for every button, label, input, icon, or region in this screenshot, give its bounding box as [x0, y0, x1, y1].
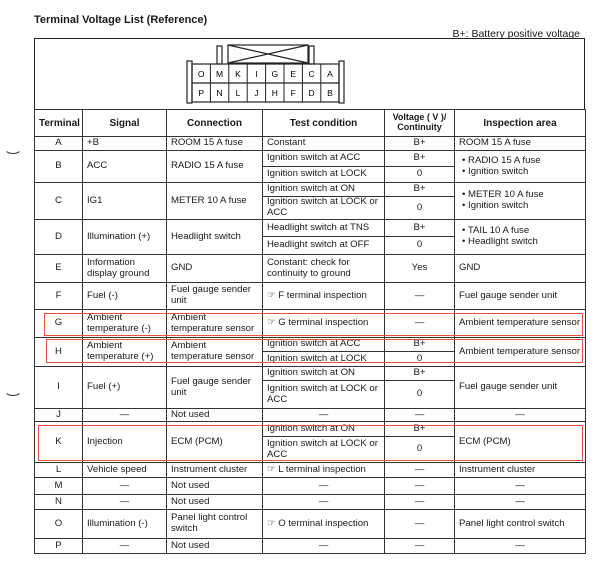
- voltage-cell: —: [385, 478, 455, 495]
- inspection-line: Instrument cluster: [459, 463, 536, 475]
- table-row: [35, 255, 586, 283]
- signal-cell: ACC: [83, 151, 167, 183]
- inspection-line: Ambient temperature sensor: [459, 345, 581, 357]
- inspection-line: —: [515, 495, 525, 507]
- terminal-cell: P: [35, 539, 83, 554]
- connector-pin-G: G: [271, 69, 279, 79]
- inspection-line: ROOM 15 A fuse: [459, 137, 531, 149]
- column-header: Voltage ( V )/ Continuity: [385, 110, 455, 137]
- column-header: Signal: [83, 110, 167, 137]
- connector-pin-C: C: [308, 69, 315, 79]
- inspection-cell: [455, 338, 586, 367]
- terminal-voltage-table: [34, 109, 586, 554]
- terminal-cell: D: [35, 220, 83, 255]
- signal-cell: Fuel (-): [83, 283, 167, 310]
- inspection-cell: [455, 255, 586, 283]
- connector-pin-N: N: [216, 88, 223, 98]
- legend-note: B+: Battery positive voltage: [452, 28, 580, 40]
- test-condition-cell: Ignition switch at LOCK or ACC: [263, 437, 385, 463]
- voltage-cell: B+: [385, 422, 455, 437]
- connector-pin-I: I: [255, 69, 258, 79]
- test-condition-cell: Ignition switch at LOCK: [263, 167, 385, 183]
- inspection-line: —: [515, 539, 525, 551]
- signal-cell: Information display ground: [83, 255, 167, 283]
- connection-cell: Headlight switch: [167, 220, 263, 255]
- inspection-cell: [455, 539, 586, 554]
- table-row: [35, 495, 586, 510]
- terminal-cell: O: [35, 510, 83, 539]
- table-row: [35, 478, 586, 495]
- inspection-cell: [455, 283, 586, 310]
- test-condition-cell: Headlight switch at TNS: [263, 220, 385, 237]
- connection-cell: Not used: [167, 495, 263, 510]
- signal-cell: —: [83, 539, 167, 554]
- voltage-cell: —: [385, 283, 455, 310]
- table-row: [35, 539, 586, 554]
- table-row: [35, 310, 586, 338]
- inspection-cell: [455, 183, 586, 220]
- inspection-line: • METER 10 A fuse: [462, 189, 544, 201]
- connector-pin-J: J: [254, 88, 259, 98]
- scan-mark: [4, 142, 22, 154]
- connection-cell: RADIO 15 A fuse: [167, 151, 263, 183]
- connector-pin-L: L: [235, 88, 241, 98]
- inspection-line: • Ignition switch: [462, 200, 529, 211]
- test-condition-cell: Ignition switch at LOCK or ACC: [263, 197, 385, 220]
- signal-cell: Fuel (+): [83, 367, 167, 409]
- connection-cell: ECM (PCM): [167, 422, 263, 463]
- terminal-cell: G: [35, 310, 83, 338]
- terminal-cell: A: [35, 137, 83, 151]
- test-condition-cell: Ignition switch at LOCK: [263, 352, 385, 367]
- test-condition-cell: —: [263, 478, 385, 495]
- inspection-cell: [455, 495, 586, 510]
- scan-mark: [4, 384, 22, 396]
- terminal-cell: N: [35, 495, 83, 510]
- inspection-cell: [455, 409, 586, 422]
- table-row: [35, 409, 586, 422]
- voltage-cell: —: [385, 310, 455, 338]
- table-row: [35, 183, 586, 197]
- connector-pin-P: P: [198, 88, 205, 98]
- test-condition-cell: Ignition switch at ACC: [263, 151, 385, 167]
- connection-cell: GND: [167, 255, 263, 283]
- table-row: [35, 463, 586, 478]
- signal-cell: Ambient temperature (+): [83, 338, 167, 367]
- connector-pin-D: D: [308, 88, 315, 98]
- inspection-line: ECM (PCM): [459, 435, 511, 447]
- column-header: Connection: [167, 110, 263, 137]
- connection-cell: ROOM 15 A fuse: [167, 137, 263, 151]
- voltage-cell: 0: [385, 352, 455, 367]
- signal-cell: +B: [83, 137, 167, 151]
- voltage-cell: 0: [385, 437, 455, 463]
- table-row: [35, 338, 586, 352]
- connection-cell: Panel light control switch: [167, 510, 263, 539]
- test-condition-cell: ☞ F terminal inspection: [263, 283, 385, 310]
- inspection-line: GND: [459, 262, 481, 274]
- page-title: Terminal Voltage List (Reference): [34, 14, 208, 26]
- signal-cell: Vehicle speed: [83, 463, 167, 478]
- terminal-cell: K: [35, 422, 83, 463]
- signal-cell: —: [83, 409, 167, 422]
- terminal-cell: F: [35, 283, 83, 310]
- inspection-cell: [455, 310, 586, 338]
- signal-cell: —: [83, 495, 167, 510]
- signal-cell: Illumination (-): [83, 510, 167, 539]
- connection-cell: Ambient temperature sensor: [167, 310, 263, 338]
- voltage-cell: Yes: [385, 255, 455, 283]
- connection-cell: Not used: [167, 539, 263, 554]
- connector-pin-E: E: [290, 69, 297, 79]
- inspection-line: • Ignition switch: [462, 165, 529, 177]
- terminal-cell: B: [35, 151, 83, 183]
- voltage-cell: B+: [385, 137, 455, 151]
- inspection-line: —: [515, 408, 525, 420]
- test-condition-cell: —: [263, 409, 385, 422]
- connection-cell: Fuel gauge sender unit: [167, 283, 263, 310]
- inspection-cell: [455, 463, 586, 478]
- signal-cell: Illumination (+): [83, 220, 167, 255]
- voltage-cell: B+: [385, 338, 455, 352]
- connector-pin-M: M: [216, 69, 224, 79]
- connection-cell: Not used: [167, 478, 263, 495]
- inspection-cell: [455, 422, 586, 463]
- table-row: [35, 283, 586, 310]
- inspection-line: • TAIL 10 A fuse: [462, 225, 530, 237]
- column-header: Terminal: [35, 110, 83, 137]
- terminal-cell: H: [35, 338, 83, 367]
- inspection-line: • Headlight switch: [462, 236, 538, 247]
- inspection-line: Panel light control switch: [459, 517, 565, 529]
- signal-cell: Ambient temperature (-): [83, 310, 167, 338]
- connection-cell: Ambient temperature sensor: [167, 338, 263, 367]
- voltage-cell: B+: [385, 151, 455, 167]
- inspection-cell: [455, 151, 586, 183]
- inspection-cell: [455, 510, 586, 539]
- signal-cell: —: [83, 478, 167, 495]
- terminal-cell: I: [35, 367, 83, 409]
- inspection-line: —: [515, 479, 525, 491]
- voltage-cell: B+: [385, 367, 455, 381]
- voltage-cell: 0: [385, 197, 455, 220]
- test-condition-cell: —: [263, 495, 385, 510]
- inspection-line: Fuel gauge sender unit: [459, 381, 558, 393]
- connector-pin-H: H: [271, 88, 278, 98]
- inspection-line: • RADIO 15 A fuse: [462, 154, 541, 166]
- test-condition-cell: Ignition switch at ON: [263, 183, 385, 197]
- connector-pin-A: A: [327, 69, 333, 79]
- voltage-cell: —: [385, 539, 455, 554]
- test-condition-cell: Constant: [263, 137, 385, 151]
- voltage-cell: —: [385, 510, 455, 539]
- column-header: Inspection area: [455, 110, 586, 137]
- inspection-cell: [455, 367, 586, 409]
- terminal-cell: J: [35, 409, 83, 422]
- connection-cell: Fuel gauge sender unit: [167, 367, 263, 409]
- inspection-cell: [455, 220, 586, 255]
- voltage-cell: —: [385, 495, 455, 510]
- voltage-cell: 0: [385, 381, 455, 409]
- test-condition-cell: Ignition switch at LOCK or ACC: [263, 381, 385, 409]
- test-condition-cell: —: [263, 539, 385, 554]
- voltage-cell: 0: [385, 167, 455, 183]
- signal-cell: Injection: [83, 422, 167, 463]
- connector-pin-O: O: [197, 69, 205, 79]
- table-row: [35, 137, 586, 151]
- inspection-cell: [455, 478, 586, 495]
- column-header: Test condition: [263, 110, 385, 137]
- connector-pin-K: K: [235, 69, 241, 79]
- test-condition-cell: ☞ L terminal inspection: [263, 463, 385, 478]
- inspection-line: Ambient temperature sensor: [459, 317, 581, 329]
- connector-pin-F: F: [290, 88, 296, 98]
- voltage-cell: B+: [385, 220, 455, 237]
- inspection-line: Fuel gauge sender unit: [459, 289, 558, 301]
- table-row: [35, 220, 586, 237]
- voltage-cell: —: [385, 409, 455, 422]
- voltage-cell: —: [385, 463, 455, 478]
- terminal-cell: M: [35, 478, 83, 495]
- test-condition-cell: ☞ G terminal inspection: [263, 310, 385, 338]
- test-condition-cell: ☞ O terminal inspection: [263, 510, 385, 539]
- voltage-cell: B+: [385, 183, 455, 197]
- test-condition-cell: Ignition switch at ON: [263, 367, 385, 381]
- signal-cell: IG1: [83, 183, 167, 220]
- connector-pin-B: B: [327, 88, 333, 98]
- voltage-cell: 0: [385, 237, 455, 255]
- test-condition-cell: Headlight switch at OFF: [263, 237, 385, 255]
- connector-diagram: [0, 0, 604, 110]
- terminal-cell: L: [35, 463, 83, 478]
- table-row: [35, 367, 586, 381]
- test-condition-cell: Ignition switch at ON: [263, 422, 385, 437]
- terminal-cell: C: [35, 183, 83, 220]
- connection-cell: Instrument cluster: [167, 463, 263, 478]
- test-condition-cell: Ignition switch at ACC: [263, 338, 385, 352]
- inspection-cell: [455, 137, 586, 151]
- table-row: [35, 151, 586, 167]
- table-row: [35, 510, 586, 539]
- terminal-cell: E: [35, 255, 83, 283]
- table-row: [35, 422, 586, 437]
- test-condition-cell: Constant: check for continuity to ground: [263, 255, 385, 283]
- connection-cell: Not used: [167, 409, 263, 422]
- connection-cell: METER 10 A fuse: [167, 183, 263, 220]
